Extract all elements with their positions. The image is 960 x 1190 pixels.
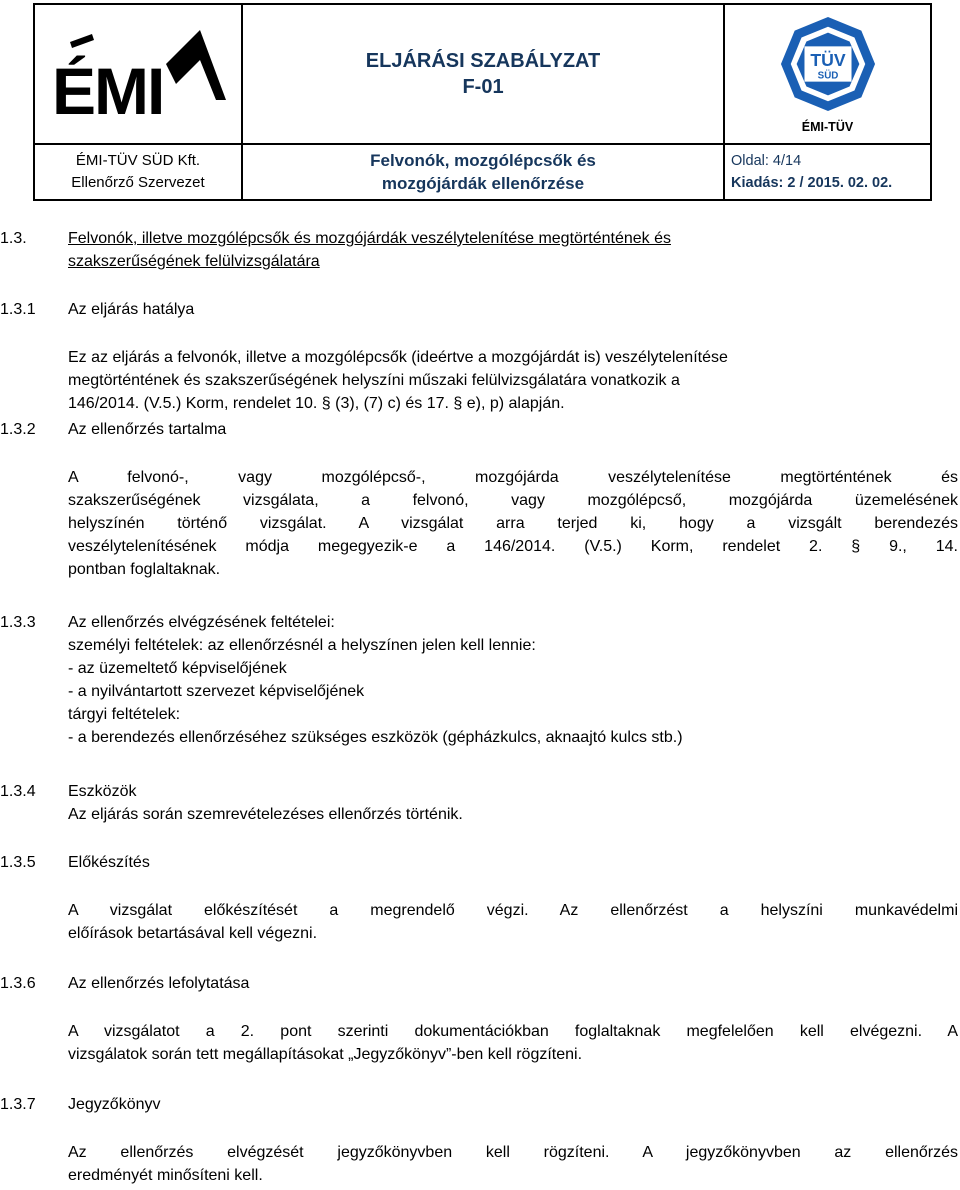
- document-title: ELJÁRÁSI SZABÁLYZAT: [365, 50, 601, 72]
- section-1-3-7-body: [0, 1141, 960, 1189]
- section-1-3-6-heading: [0, 972, 960, 996]
- section-number: 1.3.1: [0, 301, 36, 318]
- tuv-label: ÉMI-TÜV: [801, 119, 854, 134]
- section-1-3-1-body: [0, 346, 960, 418]
- paragraph-line: előírások betartásával kell végezni.: [68, 925, 318, 942]
- section-1-3-3: [0, 611, 960, 755]
- section-title: Az ellenőrzés tartalma: [68, 421, 227, 438]
- company-name: ÉMI-TÜV SÜD Kft.: [75, 152, 201, 169]
- paragraph-line: megtörténtének és szakszerűségének helyszíni műszaki felülvizsgálatára vonatkozik a: [68, 372, 680, 389]
- subtitle-line-2: mozgójárdák ellenőrzése: [381, 174, 585, 193]
- paragraph-line: tárgyi feltételek:: [68, 706, 181, 723]
- section-1-3-5-heading: [0, 851, 960, 875]
- list-item: - a nyilvántartott szervezet képviselőjének: [68, 683, 365, 700]
- paragraph: [68, 466, 958, 581]
- paragraph-line: A felvonó-, vagy mozgólépcső-, mozgójárda veszélytelenítése megtörténtének és: [68, 469, 958, 486]
- section-number: 1.3.: [0, 230, 27, 247]
- paragraph-line: Az ellenőrzés elvégzését jegyzőkönyvben kell rögzíteni. A jegyzőkönyvben az ellenőrzés: [68, 1144, 958, 1161]
- section-content: [68, 611, 958, 749]
- section-number: 1.3.3: [0, 614, 36, 631]
- paragraph-line: személyi feltételek: az ellenőrzésnél a helyszínen jelen kell lennie:: [68, 637, 536, 654]
- page-number: Oldal: 4/14: [731, 153, 802, 169]
- paragraph: [68, 1020, 958, 1066]
- paragraph-line: eredményét minősíteni kell.: [68, 1167, 263, 1184]
- paragraph-line: A vizsgálat előkészítését a megrendelő végzi. Az ellenőrzést a helyszíni munkavédelmi: [68, 902, 958, 919]
- paragraph-line: helyszínén történő vizsgálat. A vizsgálat arra terjed ki, hogy a vizsgált berendezés: [68, 515, 958, 532]
- paragraph-line: Ez az eljárás a felvonók, illetve a mozgólépcsők (ideértve a mozgójárdát is) veszélytelenítése: [68, 349, 728, 366]
- page-meta-cell: [724, 144, 931, 200]
- subtitle-line-1: Felvonók, mozgólépcsők és: [370, 151, 596, 170]
- section-number: 1.3.2: [0, 421, 36, 438]
- document-code: F-01: [462, 76, 504, 98]
- section-1-3-1-heading: [0, 298, 960, 322]
- section-title-line: szakszerűségének felülvizsgálatára: [68, 253, 320, 270]
- section-title: Az eljárás hatálya: [68, 301, 195, 318]
- section-title-line: Felvonók, illetve mozgólépcsők és mozgójárdák veszélytelenítése megtörténtének és: [68, 230, 671, 247]
- paragraph: [68, 1141, 958, 1187]
- section-number: 1.3.4: [0, 783, 36, 800]
- tuv-badge-bottom: SÜD: [817, 70, 838, 82]
- issue-date: Kiadás: 2 / 2015. 02. 02.: [731, 175, 893, 191]
- list-item: - a berendezés ellenőrzéséhez szükséges eszközök (gépházkulcs, aknaajtó kulcs stb.): [68, 729, 683, 746]
- section-title: [68, 227, 958, 273]
- section-number: 1.3.5: [0, 854, 36, 871]
- paragraph-line: szakszerűségének vizsgálata, a felvonó, vagy mozgólépcső, mozgójárda üzemelésének: [68, 492, 958, 509]
- paragraph-line: A vizsgálatot a 2. pont szerinti dokumentációkban foglaltaknak megfelelően kell elvégezni. A: [68, 1023, 958, 1040]
- emi-logo-text: ÉMI: [52, 53, 164, 122]
- section-title: Előkészítés: [68, 854, 150, 871]
- document-subtitle-cell: [242, 144, 724, 200]
- tuv-badge-top: TÜV: [809, 49, 846, 70]
- document-header: [33, 3, 932, 201]
- paragraph: [68, 899, 958, 945]
- paragraph-line: vizsgálatok során tett megállapításokat „Jegyzőkönyv”-ben kell rögzíteni.: [68, 1046, 583, 1063]
- paragraph: [68, 346, 958, 415]
- company-cell: [34, 144, 242, 200]
- section-1-3: [0, 227, 960, 275]
- list-item: - az üzemeltető képviselőjének: [68, 660, 287, 677]
- section-1-3-6-body: [0, 1020, 960, 1068]
- section-1-3-2-body: [0, 466, 960, 586]
- paragraph-line: veszélytelenítésének módja megegyezik-e a 146/2014. (V.5.) Korm, rendelet 2. § 9., 14.: [68, 538, 958, 555]
- paragraph-line: 146/2014. (V.5.) Korm, rendelet 10. § (3), (7) c) és 17. § e), p) alapján.: [68, 395, 565, 412]
- paragraph-line: Az eljárás során szemrevételezéses ellenőrzés történik.: [68, 806, 463, 823]
- emi-logo-cell: [34, 4, 242, 144]
- section-title: Az ellenőrzés elvégzésének feltételei:: [68, 614, 335, 631]
- section-title: Eszközök: [68, 783, 137, 800]
- section-content: [68, 780, 958, 826]
- company-division: Ellenőrző Szervezet: [71, 174, 205, 191]
- section-1-3-4: [0, 780, 960, 828]
- emi-logo: [48, 22, 228, 122]
- section-number: 1.3.6: [0, 975, 36, 992]
- tuv-sud-logo: [779, 15, 877, 113]
- section-title: Jegyzőkönyv: [68, 1096, 161, 1113]
- section-title: Az ellenőrzés lefolytatása: [68, 975, 250, 992]
- document-title-cell: [242, 4, 724, 144]
- tuv-logo-cell: [724, 4, 931, 144]
- section-1-3-5-body: [0, 899, 960, 947]
- section-1-3-2-heading: [0, 418, 960, 442]
- section-1-3-7-heading: [0, 1093, 960, 1117]
- section-number: 1.3.7: [0, 1096, 36, 1113]
- paragraph-line: pontban foglaltaknak.: [68, 561, 221, 578]
